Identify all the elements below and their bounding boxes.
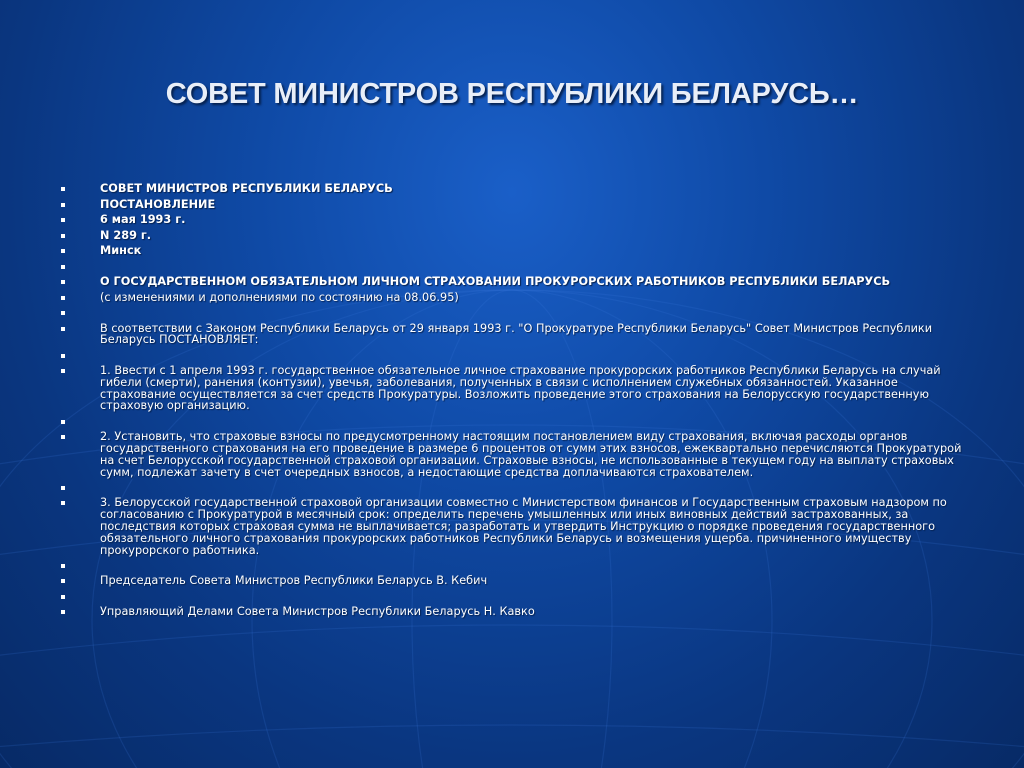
list-item-empty: [58, 560, 968, 572]
list-item: [58, 245, 968, 257]
list-item: [58, 497, 968, 556]
list-item-empty: [58, 307, 968, 319]
square-bullet-icon: [61, 327, 65, 331]
list-item-empty: [58, 591, 968, 603]
square-bullet-icon: [61, 435, 65, 439]
item-text: СОВЕТ МИНИСТРОВ РЕСПУБЛИКИ БЕЛАРУСЬ: [100, 182, 393, 195]
item-text: 2. Установить, что страховые взносы по предусмотренному настоящим постановлением виду страхования, включая расходы органов государственного страхования на его проведение в размере 6 процентов от сумм этих взносов, ежеквартально перечисляются Прокуратурой на счет Белорусской государственной страховой организации. Страховые взносы, не использованные в текущем году на выплату страховых сумм, подлежат зачету в счет очередных взносов, а недостающие средства доплачиваются страхователем.: [100, 430, 962, 479]
page-title: СОВЕТ МИНИСТРОВ РЕСПУБЛИКИ БЕЛАРУСЬ…: [165, 78, 859, 110]
list-item-empty: [58, 261, 968, 273]
list-item-empty: [58, 350, 968, 362]
list-item: [58, 276, 968, 288]
square-bullet-icon: [61, 354, 65, 358]
square-bullet-icon: [61, 595, 65, 599]
list-item: [58, 323, 968, 347]
square-bullet-icon: [61, 234, 65, 238]
list-item: [58, 606, 968, 618]
square-bullet-icon: [61, 420, 65, 424]
item-text: (с изменениями и дополнениями по состоянию на 08.06.95): [100, 290, 459, 304]
square-bullet-icon: [61, 501, 65, 505]
item-text: 1. Ввести с 1 апреля 1993 г. государственное обязательное личное страхование прокурорских работников Республики Беларусь на случай гибели (смерти), ранения (контузии), увечья, заболевания, полученных в связи с исполнением служебных обязанностей. Указанное страхование осуществляется за счет средств Прокуратуры. Возложить проведение этого страхования на Белорусскую государственную страховую организацию.: [100, 364, 941, 413]
item-text: N 289 г.: [100, 228, 152, 242]
list-item: [58, 199, 968, 211]
square-bullet-icon: [61, 203, 65, 207]
item-text: Минск: [100, 244, 142, 257]
square-bullet-icon: [61, 579, 65, 583]
list-item: [58, 183, 968, 195]
list-item-empty: [58, 416, 968, 428]
square-bullet-icon: [61, 296, 65, 300]
square-bullet-icon: [61, 249, 65, 253]
item-text: 3. Белорусской государственной страховой организации совместно с Министерством финансов и Государственным страховым надзором по согласованию с Прокуратурой в месячный срок: определить перечень умышленных или иных виновных действий застрахованных, за последствия которых страховая сумма не выплачивается; разработать и утвердить Инструкцию о порядке проведения государственного обязательного личного страхования прокурорских работников Республики Беларусь и возмещения ущерба. причиненного имуществу прокурорского работника.: [100, 496, 947, 557]
item-text: В соответствии с Законом Республики Беларусь от 29 января 1993 г. "О Прокуратуре Республики Беларусь" Совет Министров Республики Беларусь ПОСТАНОВЛЯЕТ:: [100, 321, 933, 347]
square-bullet-icon: [61, 280, 65, 284]
list-item-empty: [58, 482, 968, 494]
list-item: [58, 575, 968, 587]
square-bullet-icon: [61, 610, 65, 614]
square-bullet-icon: [61, 311, 65, 315]
item-text: 6 мая 1993 г.: [100, 213, 186, 226]
square-bullet-icon: [61, 265, 65, 269]
square-bullet-icon: [61, 187, 65, 191]
list-item: [58, 292, 968, 304]
square-bullet-icon: [61, 486, 65, 490]
square-bullet-icon: [61, 369, 65, 373]
document-bullet-list: [58, 183, 968, 622]
item-text: О ГОСУДАРСТВЕННОМ ОБЯЗАТЕЛЬНОМ ЛИЧНОМ СТРАХОВАНИИ ПРОКУРОРСКИХ РАБОТНИКОВ РЕСПУБЛИКИ БЕЛАРУСЬ: [100, 275, 891, 288]
item-text: Управляющий Делами Совета Министров Республики Беларусь Н. Кавко: [100, 605, 535, 619]
list-item: [58, 365, 968, 412]
square-bullet-icon: [61, 218, 65, 222]
item-text: Председатель Совета Министров Республики Беларусь В. Кебич: [100, 574, 488, 588]
list-item: [58, 230, 968, 242]
list-item: [58, 214, 968, 226]
list-item: [58, 431, 968, 478]
square-bullet-icon: [61, 564, 65, 568]
item-text: ПОСТАНОВЛЕНИЕ: [100, 197, 216, 211]
